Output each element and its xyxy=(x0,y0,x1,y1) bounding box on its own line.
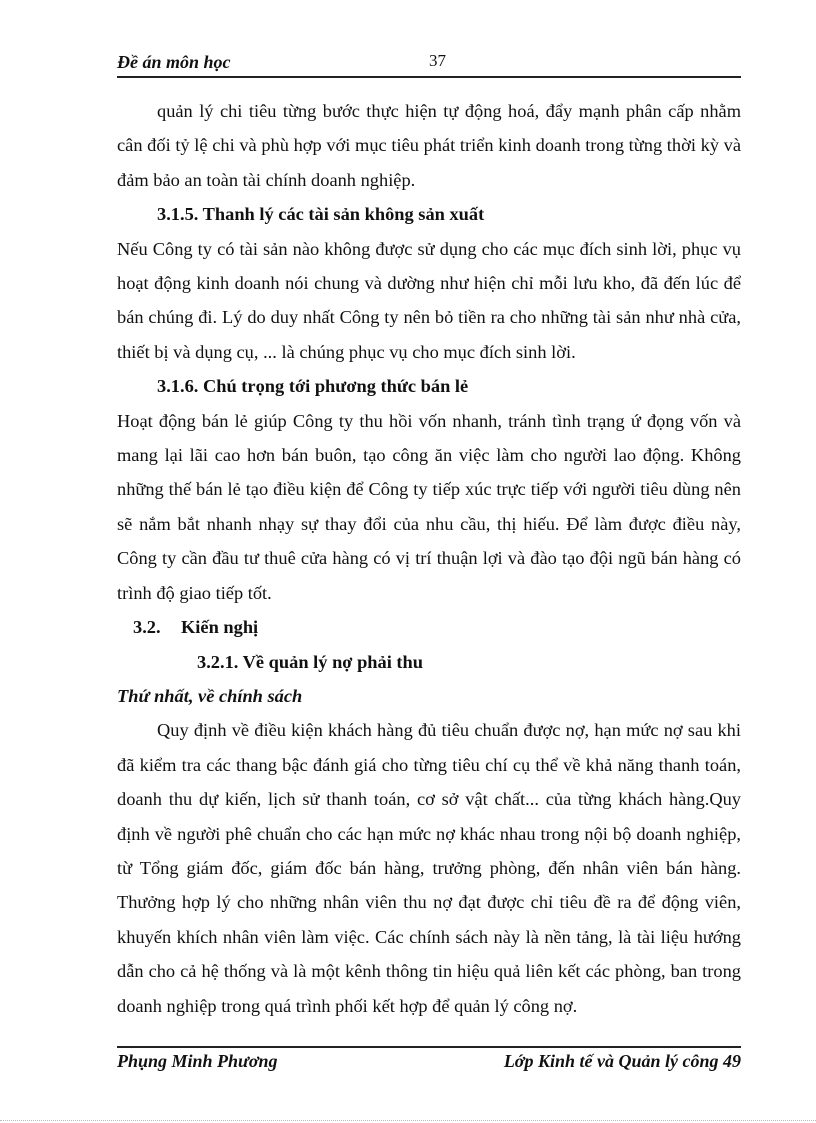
footer-class: Lớp Kinh tế và Quản lý công 49 xyxy=(503,1051,741,1071)
heading-3-2-1: 3.2.1. Về quản lý nợ phải thu xyxy=(197,651,424,672)
paragraph-asset-liquidation: Nếu Công ty có tài sản nào không được sử dụng cho các mục đích sinh lời, phục vụ hoạt động kinh doanh nói chung và dường như hiện chỉ mỗi lưu kho, đã đến lúc để bán chúng đi. Lý do duy nhất Công ty nên bỏ tiền ra cho những tài sản như nhà cửa, thiết bị và dụng cụ, ... là chúng phục vụ cho mục đích sinh lời. xyxy=(117,238,741,362)
page-edge-divider xyxy=(0,1120,816,1121)
page-footer xyxy=(117,1046,741,1076)
page-number: 37 xyxy=(429,51,446,70)
heading-3-2-number: 3.2. xyxy=(133,617,161,638)
heading-3-2 xyxy=(117,610,741,644)
heading-3-1-6: 3.1.6. Chú trọng tới phương thức bán lẻ xyxy=(157,376,469,397)
heading-3-1-5: 3.1.5. Thanh lý các tài sản không sản xuất xyxy=(157,204,485,225)
heading-3-2-text: Kiến nghị xyxy=(181,617,259,638)
document-title: Đề án môn học xyxy=(117,52,231,72)
paragraph-expense-management: quản lý chi tiêu từng bước thực hiện tự động hoá, đẩy mạnh phân cấp nhằm cân đối tỷ lệ chi và phù hợp với mục tiêu phát triển kinh doanh trong từng thời kỳ và đảm bảo an toàn tài chính doanh nghiệp. xyxy=(117,101,741,190)
page-header xyxy=(117,50,741,78)
heading-first-policy: Thứ nhất, về chính sách xyxy=(117,685,303,706)
paragraph-credit-policy: Quy định về điều kiện khách hàng đủ tiêu chuẩn được nợ, hạn mức nợ sau khi đã kiểm tra các thang bậc đánh giá cho từng tiêu chí cụ thể về khả năng thanh toán, doanh thu dự kiến, lịch sử thanh toán, cơ sở vật chất... của từng khách hàng.Quy định về người phê chuẩn cho các hạn mức nợ khác nhau trong nội bộ doanh nghiệp, từ Tổng giám đốc, giám đốc bán hàng, trưởng phòng, đến nhân viên bán hàng. Thưởng hợp lý cho những nhân viên thu nợ đạt được chỉ tiêu đề ra để động viên, khuyến khích nhân viên làm việc. Các chính sách này là nền tảng, là tài liệu hướng dẫn cho cả hệ thống và là một kênh thông tin hiệu quả liên kết các phòng, ban trong doanh nghiệp trong quá trình phối kết hợp để quản lý công nợ. xyxy=(117,720,741,1016)
footer-author: Phụng Minh Phương xyxy=(117,1051,278,1071)
page-body xyxy=(117,94,741,1023)
paragraph-retail: Hoạt động bán lẻ giúp Công ty thu hồi vốn nhanh, tránh tình trạng ứ đọng vốn và mang lại lãi cao hơn bán buôn, tạo công ăn việc làm cho người lao động. Không những thế bán lẻ tạo điều kiện để Công ty tiếp xúc trực tiếp với người tiêu dùng nên sẽ nắm bắt nhanh nhạy sự thay đổi của nhu cầu, thị hiếu. Để làm được điều này, Công ty cần đầu tư thuê cửa hàng có vị trí thuận lợi và đào tạo đội ngũ bán hàng có trình độ giao tiếp tốt. xyxy=(117,410,741,603)
